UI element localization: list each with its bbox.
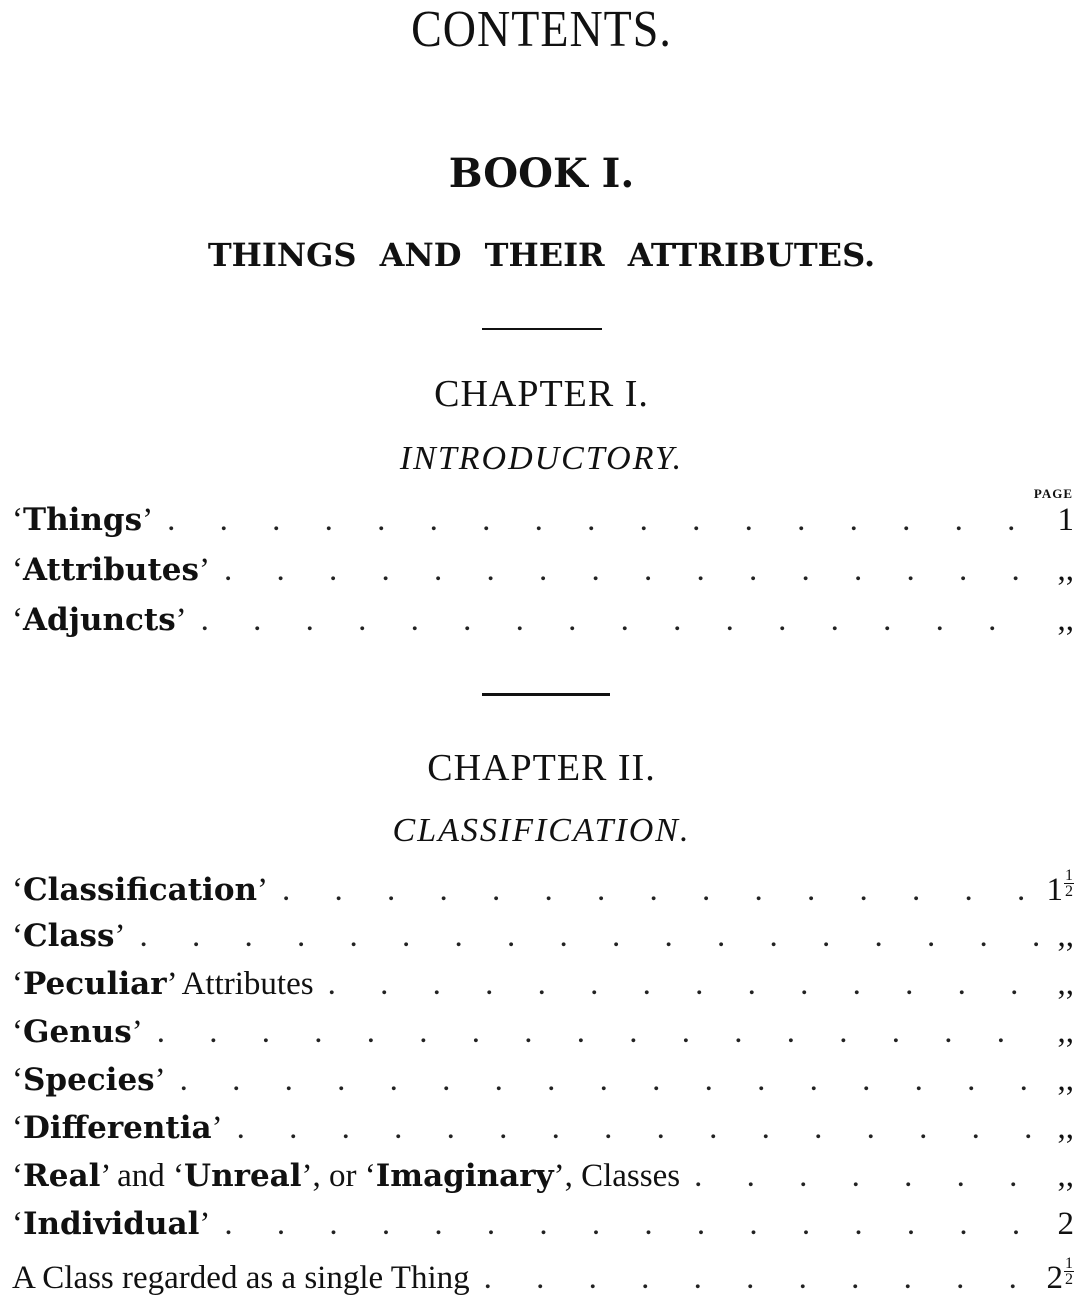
entry-term: Adjuncts [23,602,176,638]
divider-rule [482,328,602,330]
entry-label: ‘Adjuncts’ [12,602,187,638]
entry-page-number: ,, [1057,966,1074,1002]
entry-page-number: ,, [1057,918,1074,954]
entry-label: ‘Genus’ [12,1014,143,1050]
toc-entry-class-as-single-thing [12,1256,1074,1304]
entry-label: ‘Differentia’ [12,1110,223,1146]
entry-term: Individual [23,1206,200,1242]
entry-label: ‘Species’ [12,1062,166,1098]
entry-page-number: ,, [1057,1110,1074,1146]
entry-label: ‘Classification’ [12,872,269,908]
toc-entry-species [12,1062,1074,1110]
entry-term: Genus [23,1014,132,1050]
entry-label: ‘Attributes’ [12,552,210,588]
entry-label: A Class regarded as a single Thing [12,1260,470,1296]
toc-entry-peculiar-attributes [12,966,1074,1014]
entry-page-number: ,, [1057,1014,1074,1050]
toc-entry-individual [12,1206,1074,1254]
leader-dots [139,918,1038,955]
entry-term: Differentia [23,1110,212,1146]
entry-term: Peculiar [23,966,167,1002]
leader-dots [694,1158,1038,1195]
entry-page-number: 1 $\frac{1}{2}$ [1046,868,1073,908]
toc-entry-adjuncts [12,602,1074,650]
leader-dots [328,966,1038,1003]
contents-heading: CONTENTS. [411,0,672,58]
book-title: BOOK I. [448,150,635,197]
leader-dots [224,1206,1038,1243]
leader-dots [484,1260,1037,1297]
entry-page-number: 2 [1057,1206,1074,1242]
toc-entry-classification [12,868,1074,916]
entry-term: Class [23,918,115,954]
entry-label: ‘Real’ and ‘Unreal’, or ‘Imaginary’, Classes [12,1158,681,1194]
leader-dots [157,1014,1038,1051]
chapter-1-title: CHAPTER I. [434,373,649,415]
entry-page-number: 2 $\frac{1}{2}$ [1046,1256,1073,1296]
leader-dots [201,602,1038,639]
entry-label: ‘Peculiar’ Attributes [12,966,314,1002]
fraction-half: $\frac{1}{2}$ [1065,868,1073,900]
entry-label: ‘Individual’ [12,1206,211,1242]
leader-dots [237,1110,1038,1147]
entry-label: ‘Class’ [12,918,126,954]
entry-term: Things [23,502,143,538]
entry-page-number: ,, [1057,1158,1074,1194]
entry-term: Unreal [184,1158,302,1194]
entry-term: Real [23,1158,101,1194]
entry-label: ‘Things’ [12,502,154,538]
toc-entry-real-unreal-classes [12,1158,1074,1206]
leader-dots [282,872,1036,909]
leader-dots [167,502,1038,539]
leader-dots [224,552,1038,589]
chapter-2-subtitle: CLASSIFICATION. [392,812,691,849]
toc-entry-differentia [12,1110,1074,1158]
book-subtitle: THINGS AND THEIR ATTRIBUTES. [207,236,876,274]
chapter-1-subtitle: INTRODUCTORY. [399,440,684,477]
entry-term: Classification [23,872,258,908]
entry-term: Species [23,1062,155,1098]
entry-page-number: ,, [1057,552,1074,588]
leader-dots [180,1062,1038,1099]
toc-entry-genus [12,1014,1074,1062]
toc-entry-class [12,918,1074,966]
chapter-2-title: CHAPTER II. [427,747,656,789]
entry-page-number: ,, [1057,1062,1074,1098]
entry-term: Imaginary [375,1158,554,1194]
divider-rule [482,693,610,696]
fraction-half: $\frac{1}{2}$ [1065,1256,1073,1288]
toc-entry-attributes [12,552,1074,600]
entry-page-number: 1 [1057,502,1074,538]
entry-page-number: ,, [1057,602,1074,638]
entry-term: Attributes [23,552,199,588]
page-column-label: PAGE [1033,486,1073,501]
toc-entry-things [12,502,1074,550]
